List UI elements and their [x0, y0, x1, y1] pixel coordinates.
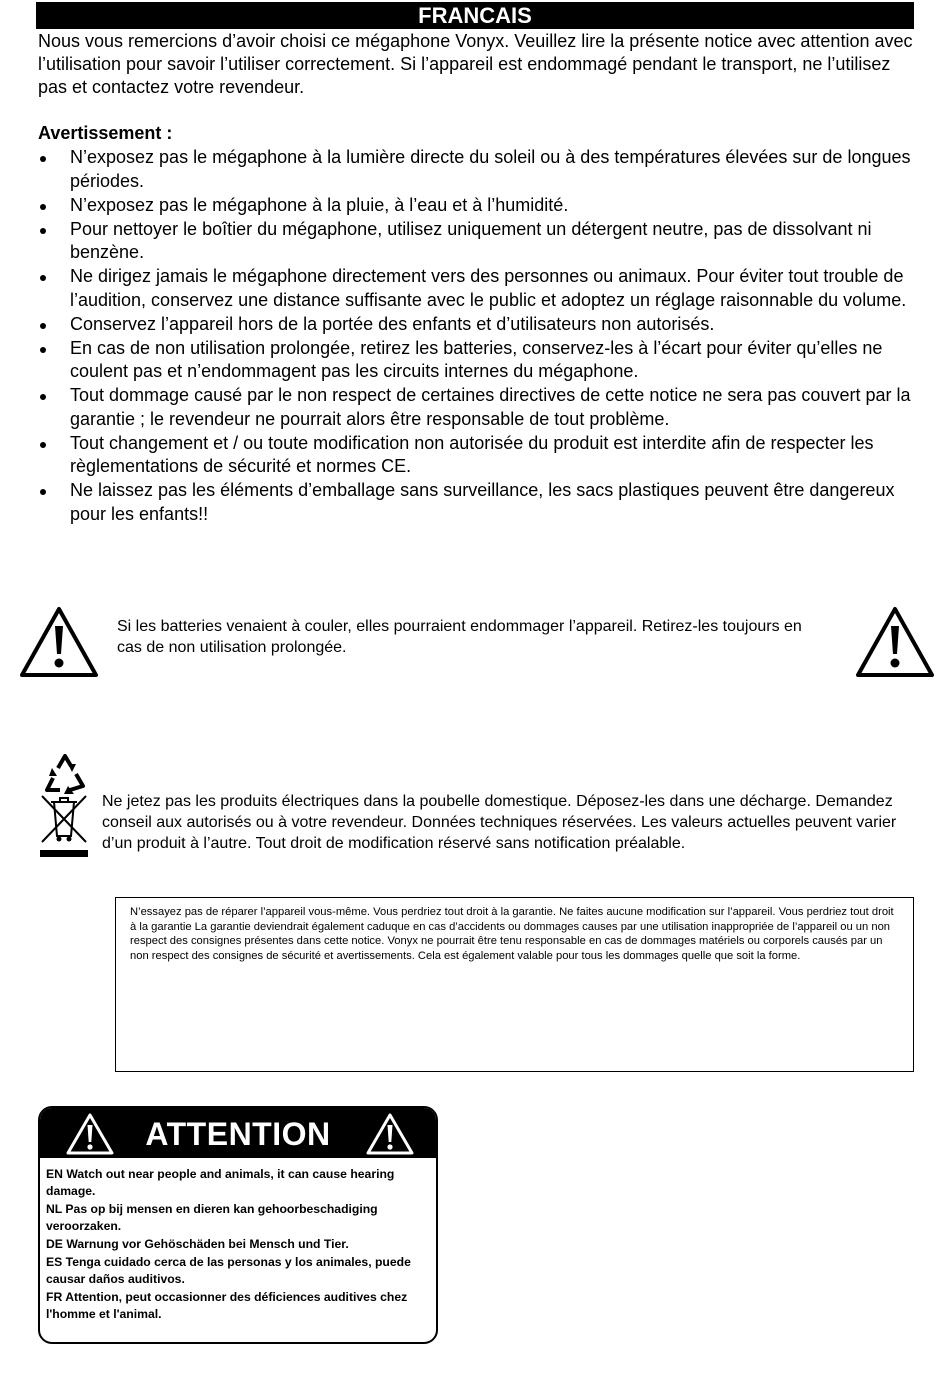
attention-line-nl	[46, 1201, 434, 1235]
language-code: EN	[46, 1167, 63, 1181]
crossed-bin-icon	[38, 792, 90, 862]
list-item: Ne laissez pas les éléments d’emballage sans surveillance, les sacs plastiques peuvent être dangereux pour les enfants!!	[38, 479, 918, 526]
list-item: N’exposez pas le mégaphone à la pluie, à l’eau et à l’humidité.	[38, 194, 918, 218]
attention-text: Pas op bij mensen en dieren kan gehoorbeschadiging veroorzaken.	[46, 1202, 378, 1233]
repair-notice-box	[115, 897, 914, 1072]
list-item: Tout dommage causé par le non respect de certaines directives de cette notice ne sera pas couvert par la garantie ; le revendeur ne pourrait alors être responsable de tout problème.	[38, 384, 918, 431]
list-item: Tout changement et / ou toute modification non autorisée du produit est interdite afin de respecter les règlementations de sécurité et normes CE.	[38, 432, 918, 479]
list-item: Pour nettoyer le boîtier du mégaphone, utilisez uniquement un détergent neutre, pas de dissolvant ni benzène.	[38, 218, 918, 265]
list-item: Conservez l’appareil hors de la portée des enfants et d’utilisateurs non autorisés.	[38, 313, 918, 337]
attention-text: Watch out near people and animals, it can cause hearing damage.	[46, 1167, 395, 1198]
attention-line-es	[46, 1254, 434, 1288]
warning-triangle-icon	[365, 1112, 415, 1156]
attention-line-en	[46, 1166, 434, 1200]
page-title: FRANCAIS	[36, 2, 914, 29]
language-code: FR	[46, 1290, 63, 1304]
attention-panel	[38, 1106, 438, 1344]
language-code: ES	[46, 1255, 63, 1269]
attention-text: Attention, peut occasionner des déficiences auditives chez l'homme et l'animal.	[46, 1290, 408, 1321]
intro-paragraph: Nous vous remercions d’avoir choisi ce mégaphone Vonyx. Veuillez lire la présente notice avec attention avec l’utilisation pour savoir l’utiliser correctement. Si l’appareil est endommagé pendant le transport, ne l’utilisez pas et contactez votre revendeur.	[38, 31, 913, 97]
attention-title: ATTENTION	[145, 1116, 331, 1152]
warning-triangle-icon	[19, 606, 99, 678]
disposal-notice: Ne jetez pas les produits électriques dans la poubelle domestique. Déposez-les dans une décharge. Demandez conseil aux autorisés ou à votre revendeur. Données techniques réservées. Les valeurs actuelles peuvent varier d’un produit à l’autre. Tout droit de modification réservé sans notification préalable.	[102, 793, 897, 852]
language-code: DE	[46, 1237, 63, 1251]
language-code: NL	[46, 1202, 63, 1216]
battery-notice: Si les batteries venaient à couler, elles pourraient endommager l’appareil. Retirez-les toujours en cas de non utilisation prolongée.	[117, 618, 802, 656]
list-item: En cas de non utilisation prolongée, retirez les batteries, conservez-les à l’écart pour éviter qu’elles ne coulent pas et n’endommagent pas les circuits internes du mégaphone.	[38, 337, 918, 384]
warnings-heading: Avertissement :	[38, 123, 173, 143]
recycle-icon	[40, 752, 90, 796]
warnings-list	[38, 146, 918, 527]
attention-header	[40, 1108, 436, 1158]
repair-notice: N’essayez pas de réparer l’appareil vous-même. Vous perdriez tout droit à la garantie. Ne faites aucune modification sur l’appareil. Vous perdriez tout droit à la garantie La garantie deviendrait également caduque en cas d’accidents ou dommages causes par une utilisation inappropriée de l’appareil ou un non respect des consignes présentes dans cette notice. Vonyx ne pourrait être tenu responsable en cas de dommages matériels ou corporels causés par un non respect des consignes de sécurité et avertissements. Cela est également valable pour tous les dommages quelle que soit la forme.	[130, 906, 894, 962]
attention-line-de	[46, 1236, 434, 1253]
list-item: N’exposez pas le mégaphone à la lumière directe du soleil ou à des températures élevées sur de longues périodes.	[38, 146, 918, 193]
attention-text: Tenga cuidado cerca de las personas y los animales, puede causar daños auditivos.	[46, 1255, 411, 1286]
attention-lines	[46, 1166, 434, 1324]
attention-line-fr	[46, 1289, 434, 1323]
list-item: Ne dirigez jamais le mégaphone directement vers des personnes ou animaux. Pour éviter tout trouble de l’audition, conservez une distance suffisante avec le public et adoptez un réglage raisonnable du volume.	[38, 265, 918, 312]
attention-text: Warnung vor Gehöschäden bei Mensch und Tier.	[66, 1237, 349, 1251]
warning-triangle-icon	[855, 606, 935, 678]
